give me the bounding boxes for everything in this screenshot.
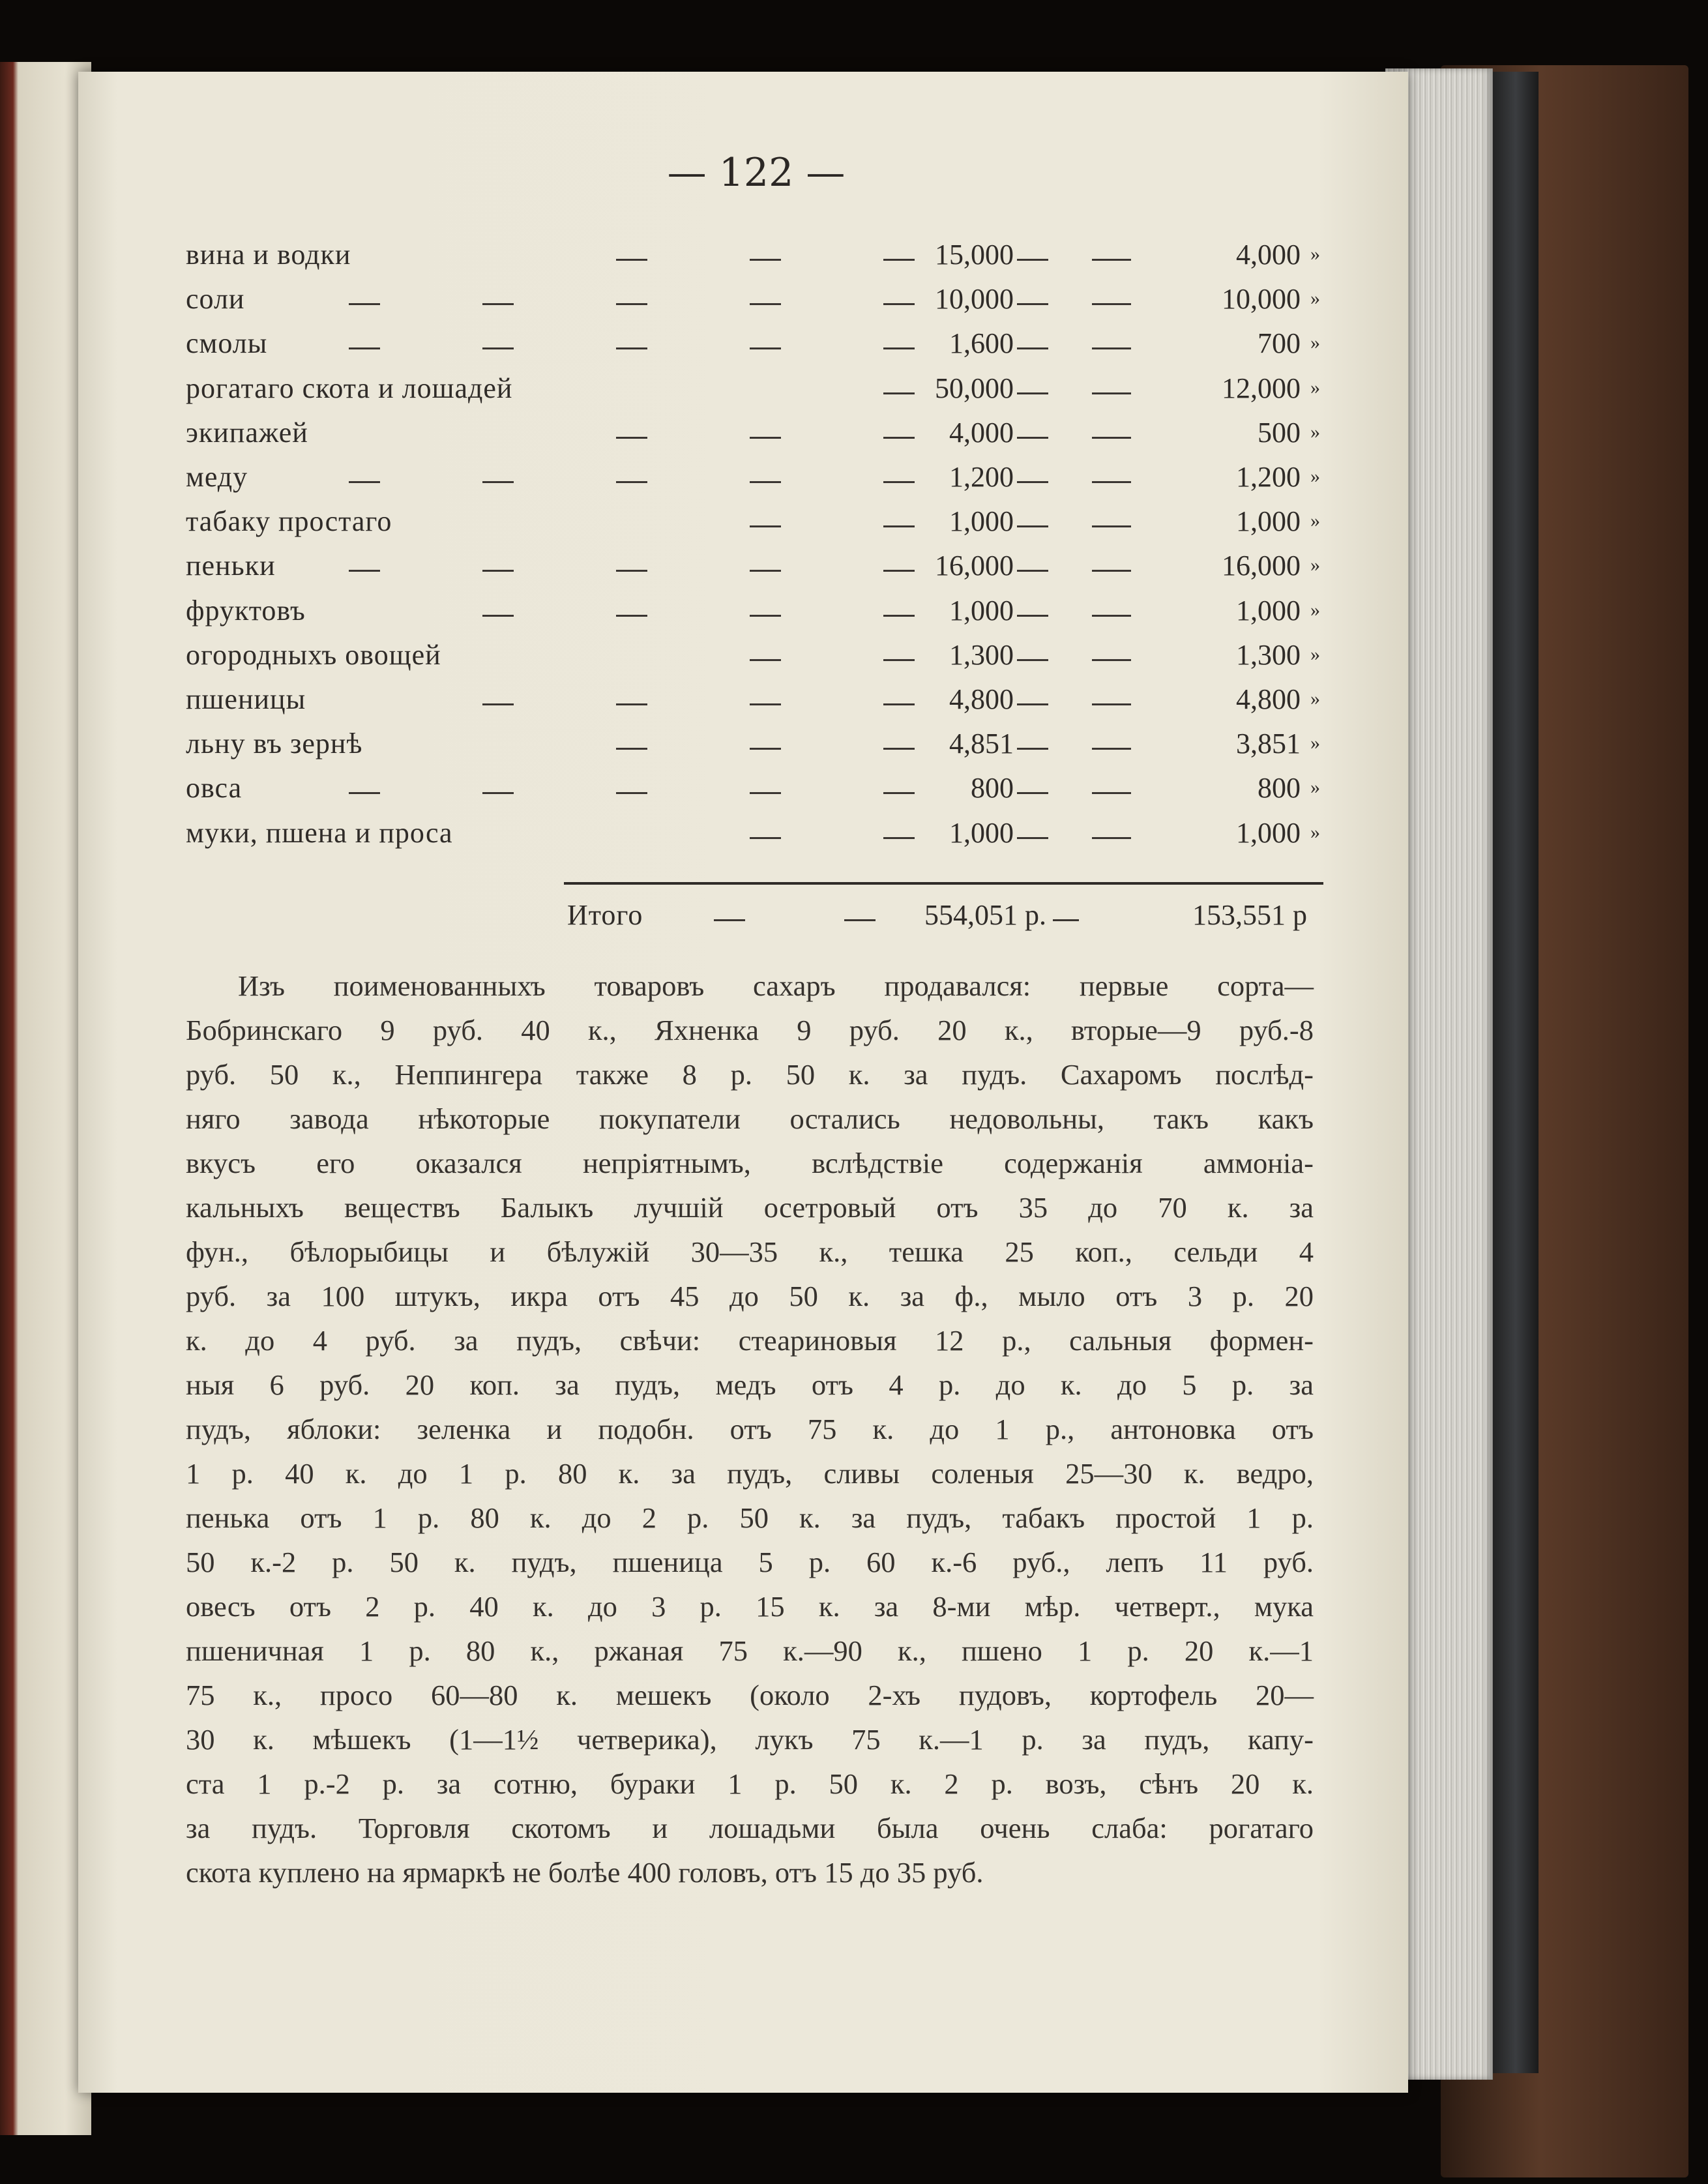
text-line: пшеничная 1 р. 80 к., ржаная 75 к.—90 к., пшено 1 р. 20 к.—1 (186, 1634, 1314, 1667)
value-sold: 1,200 (1236, 461, 1301, 493)
leader-dash (883, 792, 915, 794)
value-total: 1,600 (949, 327, 1014, 360)
book-spine-edge (1493, 72, 1539, 2073)
ditto-mark: » (1310, 732, 1320, 754)
text-line: руб. за 100 штукъ, икра отъ 45 до 50 к. за ф., мыло отъ 3 р. 20 (186, 1280, 1314, 1312)
leader-dash (750, 792, 781, 794)
leader-dash (883, 437, 915, 439)
table-row (186, 638, 1320, 683)
value-total: 1,000 (949, 594, 1014, 627)
value-sold: 700 (1258, 327, 1301, 360)
leader-dash (750, 703, 781, 705)
value-sold: 4,800 (1236, 683, 1301, 715)
value-sold: 1,000 (1236, 594, 1301, 627)
leader-dash (616, 703, 647, 705)
text-line: 50 к.-2 р. 50 к. пудъ, пшеница 5 р. 60 к.-6 руб., лепъ 11 руб. (186, 1546, 1314, 1578)
leader-dash (883, 703, 915, 705)
leader-dash (616, 748, 647, 750)
leader-dash (883, 392, 915, 394)
leader-dash (616, 437, 647, 439)
between-dash (1053, 919, 1079, 921)
table-row (186, 282, 1320, 327)
leader-dash (1017, 525, 1048, 527)
value-total: 1,000 (949, 816, 1014, 849)
row-label: пеньки (186, 550, 276, 582)
leader-dash (349, 570, 380, 572)
value-total: 4,000 (949, 416, 1014, 449)
row-label: огородныхъ овощей (186, 638, 441, 671)
ditto-mark: » (1310, 776, 1320, 799)
ditto-mark: » (1310, 598, 1320, 621)
ditto-mark: » (1310, 421, 1320, 443)
leader-dash (714, 919, 745, 921)
leader-dash (1017, 792, 1048, 794)
leader-dash (750, 525, 781, 527)
leader-dash (1017, 659, 1048, 661)
row-label: смолы (186, 327, 268, 360)
value-sold: 4,000 (1236, 239, 1301, 271)
page-number: — 122 — (667, 150, 846, 196)
leader-dash (616, 347, 647, 349)
text-line: Изъ поименованныхъ товаровъ сахаръ продавался: первые сорта— (238, 969, 1314, 1002)
ditto-mark: » (1310, 243, 1320, 265)
text-line: ста 1 р.-2 р. за сотню, бураки 1 р. 50 к. 2 р. возъ, сѣнъ 20 к. (186, 1767, 1314, 1800)
leader-dash (750, 837, 781, 839)
value-sold: 10,000 (1222, 283, 1301, 316)
text-line: руб. 50 к., Неппингера также 8 р. 50 к. за пудъ. Сахаромъ послѣд- (186, 1058, 1314, 1091)
between-dash (1092, 481, 1131, 483)
between-dash (1092, 259, 1131, 261)
leader-dash (883, 347, 915, 349)
value-sold: 800 (1258, 772, 1301, 804)
row-label: рогатаго скота и лошадей (186, 372, 513, 404)
ditto-mark: » (1310, 465, 1320, 487)
leader-dash (750, 437, 781, 439)
value-sold: 1,000 (1236, 505, 1301, 538)
leader-dash (349, 792, 380, 794)
total-rule (564, 882, 1323, 885)
ditto-mark: » (1310, 510, 1320, 532)
row-label: соли (186, 283, 245, 316)
leader-dash (1017, 437, 1048, 439)
table-row (186, 238, 1320, 282)
text-line: пудъ, яблоки: зеленка и подобн. отъ 75 к. до 1 р., антоновка отъ (186, 1413, 1314, 1445)
text-line: овесъ отъ 2 р. 40 к. до 3 р. 15 к. за 8-ми мѣр. четверт., мука (186, 1590, 1314, 1623)
body-paragraph (186, 964, 1314, 1895)
leader-dash (750, 570, 781, 572)
leader-dash (883, 659, 915, 661)
between-dash (1092, 703, 1131, 705)
leader-dash (482, 792, 514, 794)
row-label: овса (186, 772, 243, 804)
between-dash (1092, 748, 1131, 750)
value-sold: 16,000 (1222, 550, 1301, 582)
between-dash (1092, 437, 1131, 439)
value-sold: 12,000 (1222, 372, 1301, 404)
leader-dash (1017, 303, 1048, 305)
leader-dash (1017, 748, 1048, 750)
value-sold: 1,300 (1236, 638, 1301, 671)
leader-dash (844, 919, 876, 921)
between-dash (1092, 792, 1131, 794)
between-dash (1092, 525, 1131, 527)
value-total: 16,000 (935, 550, 1014, 582)
leader-dash (349, 303, 380, 305)
value-sold: 500 (1258, 416, 1301, 449)
value-sold: 3,851 (1236, 728, 1301, 760)
row-label: меду (186, 461, 248, 493)
leader-dash (616, 615, 647, 617)
value-total: 4,800 (949, 683, 1014, 715)
table-row (186, 327, 1320, 371)
text-line: вкусъ его оказался непріятнымъ, вслѣдствіе содержанія аммоніа- (186, 1147, 1314, 1179)
leader-dash (883, 303, 915, 305)
leader-dash (883, 481, 915, 483)
between-dash (1092, 615, 1131, 617)
table-row (186, 416, 1320, 460)
text-line: пенька отъ 1 р. 80 к. до 2 р. 50 к. за пудъ, табакъ простой 1 р. (186, 1501, 1314, 1534)
leader-dash (883, 259, 915, 261)
leader-dash (883, 837, 915, 839)
leader-dash (482, 615, 514, 617)
row-label: экипажей (186, 416, 308, 449)
total-row (186, 898, 1320, 943)
row-label: муки, пшена и проса (186, 816, 453, 849)
table-row (186, 460, 1320, 505)
leader-dash (883, 615, 915, 617)
leader-dash (616, 259, 647, 261)
ditto-mark: » (1310, 821, 1320, 843)
between-dash (1092, 392, 1131, 394)
leader-dash (883, 748, 915, 750)
value-total: 1,200 (949, 461, 1014, 493)
leader-dash (1017, 703, 1048, 705)
table-row (186, 594, 1320, 638)
between-dash (1092, 303, 1131, 305)
text-line: к. до 4 руб. за пудъ, свѣчи: стеариновыя 12 р., сальныя формен- (186, 1324, 1314, 1357)
leader-dash (750, 748, 781, 750)
row-label: вина и водки (186, 239, 351, 271)
ditto-mark: » (1310, 376, 1320, 398)
leader-dash (1017, 392, 1048, 394)
row-label: пшеницы (186, 683, 306, 715)
leader-dash (482, 570, 514, 572)
text-line: 30 к. мѣшекъ (1—1½ четверика), лукъ 75 к.—1 р. за пудъ, капу- (186, 1723, 1314, 1756)
between-dash (1092, 837, 1131, 839)
leader-dash (349, 347, 380, 349)
ditto-mark: » (1310, 332, 1320, 354)
text-line: 75 к., просо 60—80 к. мешекъ (около 2-хъ пудовъ, кортофель 20— (186, 1679, 1314, 1711)
total-value: 554,051 р. (924, 899, 1046, 931)
value-total: 10,000 (935, 283, 1014, 316)
table-row (186, 727, 1320, 771)
leader-dash (616, 481, 647, 483)
text-line: Бобринскаго 9 руб. 40 к., Яхненка 9 руб. 20 к., вторые—9 руб.-8 (186, 1014, 1314, 1046)
ditto-mark: » (1310, 688, 1320, 709)
leader-dash (750, 259, 781, 261)
leader-dash (482, 303, 514, 305)
leader-dash (750, 481, 781, 483)
leader-dash (750, 347, 781, 349)
text-line: ныя 6 руб. 20 коп. за пудъ, медъ отъ 4 р. до к. до 5 р. за (186, 1368, 1314, 1401)
text-line: фун., бѣлорыбицы и бѣлужій 30—35 к., тешка 25 коп., сельди 4 (186, 1235, 1314, 1268)
value-total: 1,300 (949, 638, 1014, 671)
leader-dash (1017, 837, 1048, 839)
ditto-mark: » (1310, 643, 1320, 665)
leader-dash (1017, 347, 1048, 349)
leader-dash (482, 347, 514, 349)
total-label: Итого (567, 899, 643, 931)
leader-dash (1017, 481, 1048, 483)
text-line: няго завода нѣкоторые покупатели остались недовольны, такъ какъ (186, 1102, 1314, 1135)
leader-dash (883, 525, 915, 527)
value-sold: 1,000 (1236, 816, 1301, 849)
text-line: за пудъ. Торговля скотомъ и лошадьми была очень слаба: рогатаго (186, 1812, 1314, 1844)
row-label: льну въ зернѣ (186, 728, 363, 760)
table-row (186, 771, 1320, 816)
value-total: 15,000 (935, 239, 1014, 271)
table-row (186, 683, 1320, 727)
between-dash (1092, 570, 1131, 572)
table-row (186, 816, 1320, 861)
leader-dash (616, 792, 647, 794)
ditto-mark: » (1310, 288, 1320, 310)
text-line: скота куплено на ярмаркѣ не болѣе 400 головъ, отъ 15 до 35 руб. (186, 1856, 984, 1889)
row-label: табаку простаго (186, 505, 392, 538)
leader-dash (616, 303, 647, 305)
leader-dash (1017, 615, 1048, 617)
leader-dash (482, 703, 514, 705)
leader-dash (482, 481, 514, 483)
total-sold: 153,551 р (1192, 899, 1307, 931)
leader-dash (1017, 570, 1048, 572)
text-line: 1 р. 40 к. до 1 р. 80 к. за пудъ, сливы соленыя 25—30 к. ведро, (186, 1457, 1314, 1490)
row-label: фруктовъ (186, 594, 306, 627)
leader-dash (883, 570, 915, 572)
leader-dash (750, 659, 781, 661)
leader-dash (616, 570, 647, 572)
leader-dash (750, 303, 781, 305)
text-line: кальныхъ веществъ Балыкъ лучшій осетровый отъ 35 до 70 к. за (186, 1191, 1314, 1224)
value-total: 800 (971, 772, 1014, 804)
table-row (186, 549, 1320, 593)
leader-dash (750, 615, 781, 617)
between-dash (1092, 347, 1131, 349)
leader-dash (1017, 259, 1048, 261)
between-dash (1092, 659, 1131, 661)
value-total: 50,000 (935, 372, 1014, 404)
value-total: 1,000 (949, 505, 1014, 538)
ditto-mark: » (1310, 554, 1320, 576)
value-total: 4,851 (949, 728, 1014, 760)
table-row (186, 505, 1320, 549)
leader-dash (349, 481, 380, 483)
adjacent-page-edge (0, 62, 91, 2135)
table-row (186, 372, 1320, 416)
